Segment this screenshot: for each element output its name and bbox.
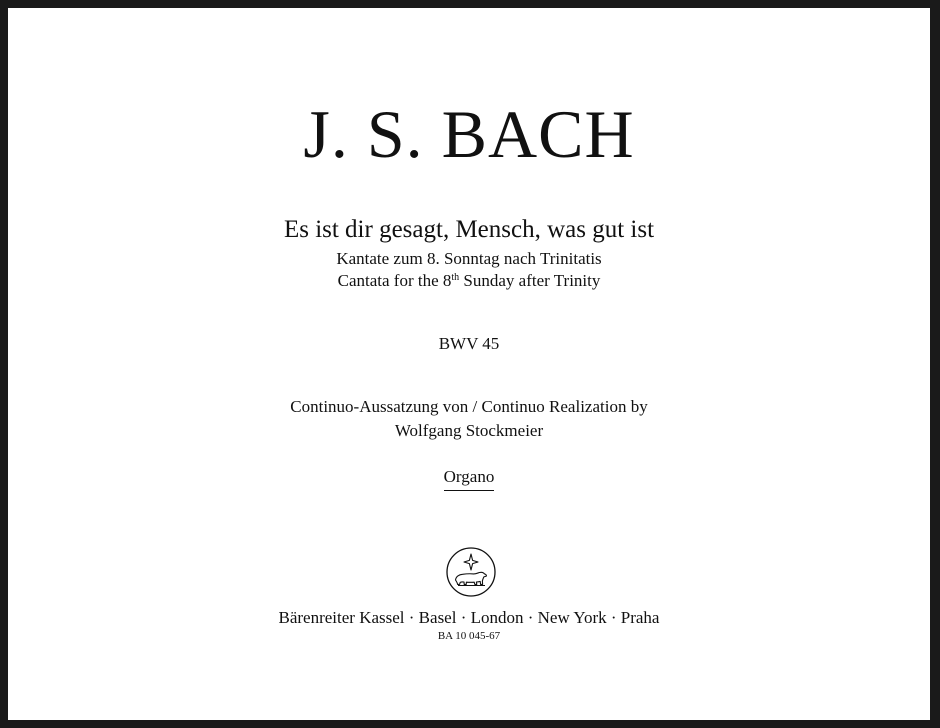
ordinal-superscript: th bbox=[451, 272, 460, 283]
continuo-realization-label: Continuo-Aussatzung von / Continuo Realization by bbox=[290, 397, 648, 416]
arranger-name: Wolfgang Stockmeier bbox=[394, 421, 544, 440]
instrument-part bbox=[8, 466, 930, 491]
subtitle-german: Kantate zum 8. Sonntag nach Trinitatis bbox=[336, 249, 602, 268]
bwv-number: BWV 45 bbox=[438, 334, 500, 353]
baerenreiter-logo-icon bbox=[445, 546, 497, 598]
title-page bbox=[8, 8, 930, 720]
subtitle-english bbox=[8, 270, 930, 292]
catalogue-number: BA 10 045-67 bbox=[437, 630, 501, 642]
composer-name: J. S. BACH bbox=[303, 96, 635, 172]
subtitle-english-start: Cantata for the 8 bbox=[337, 271, 452, 290]
work-title: Es ist dir gesagt, Mensch, was gut ist bbox=[283, 216, 655, 243]
subtitle-english-end: Sunday after Trinity bbox=[459, 271, 601, 290]
publisher-cities: Bärenreiter Kassel · Basel · London · New York · Praha bbox=[278, 608, 660, 627]
instrument-label: Organo bbox=[444, 466, 495, 491]
